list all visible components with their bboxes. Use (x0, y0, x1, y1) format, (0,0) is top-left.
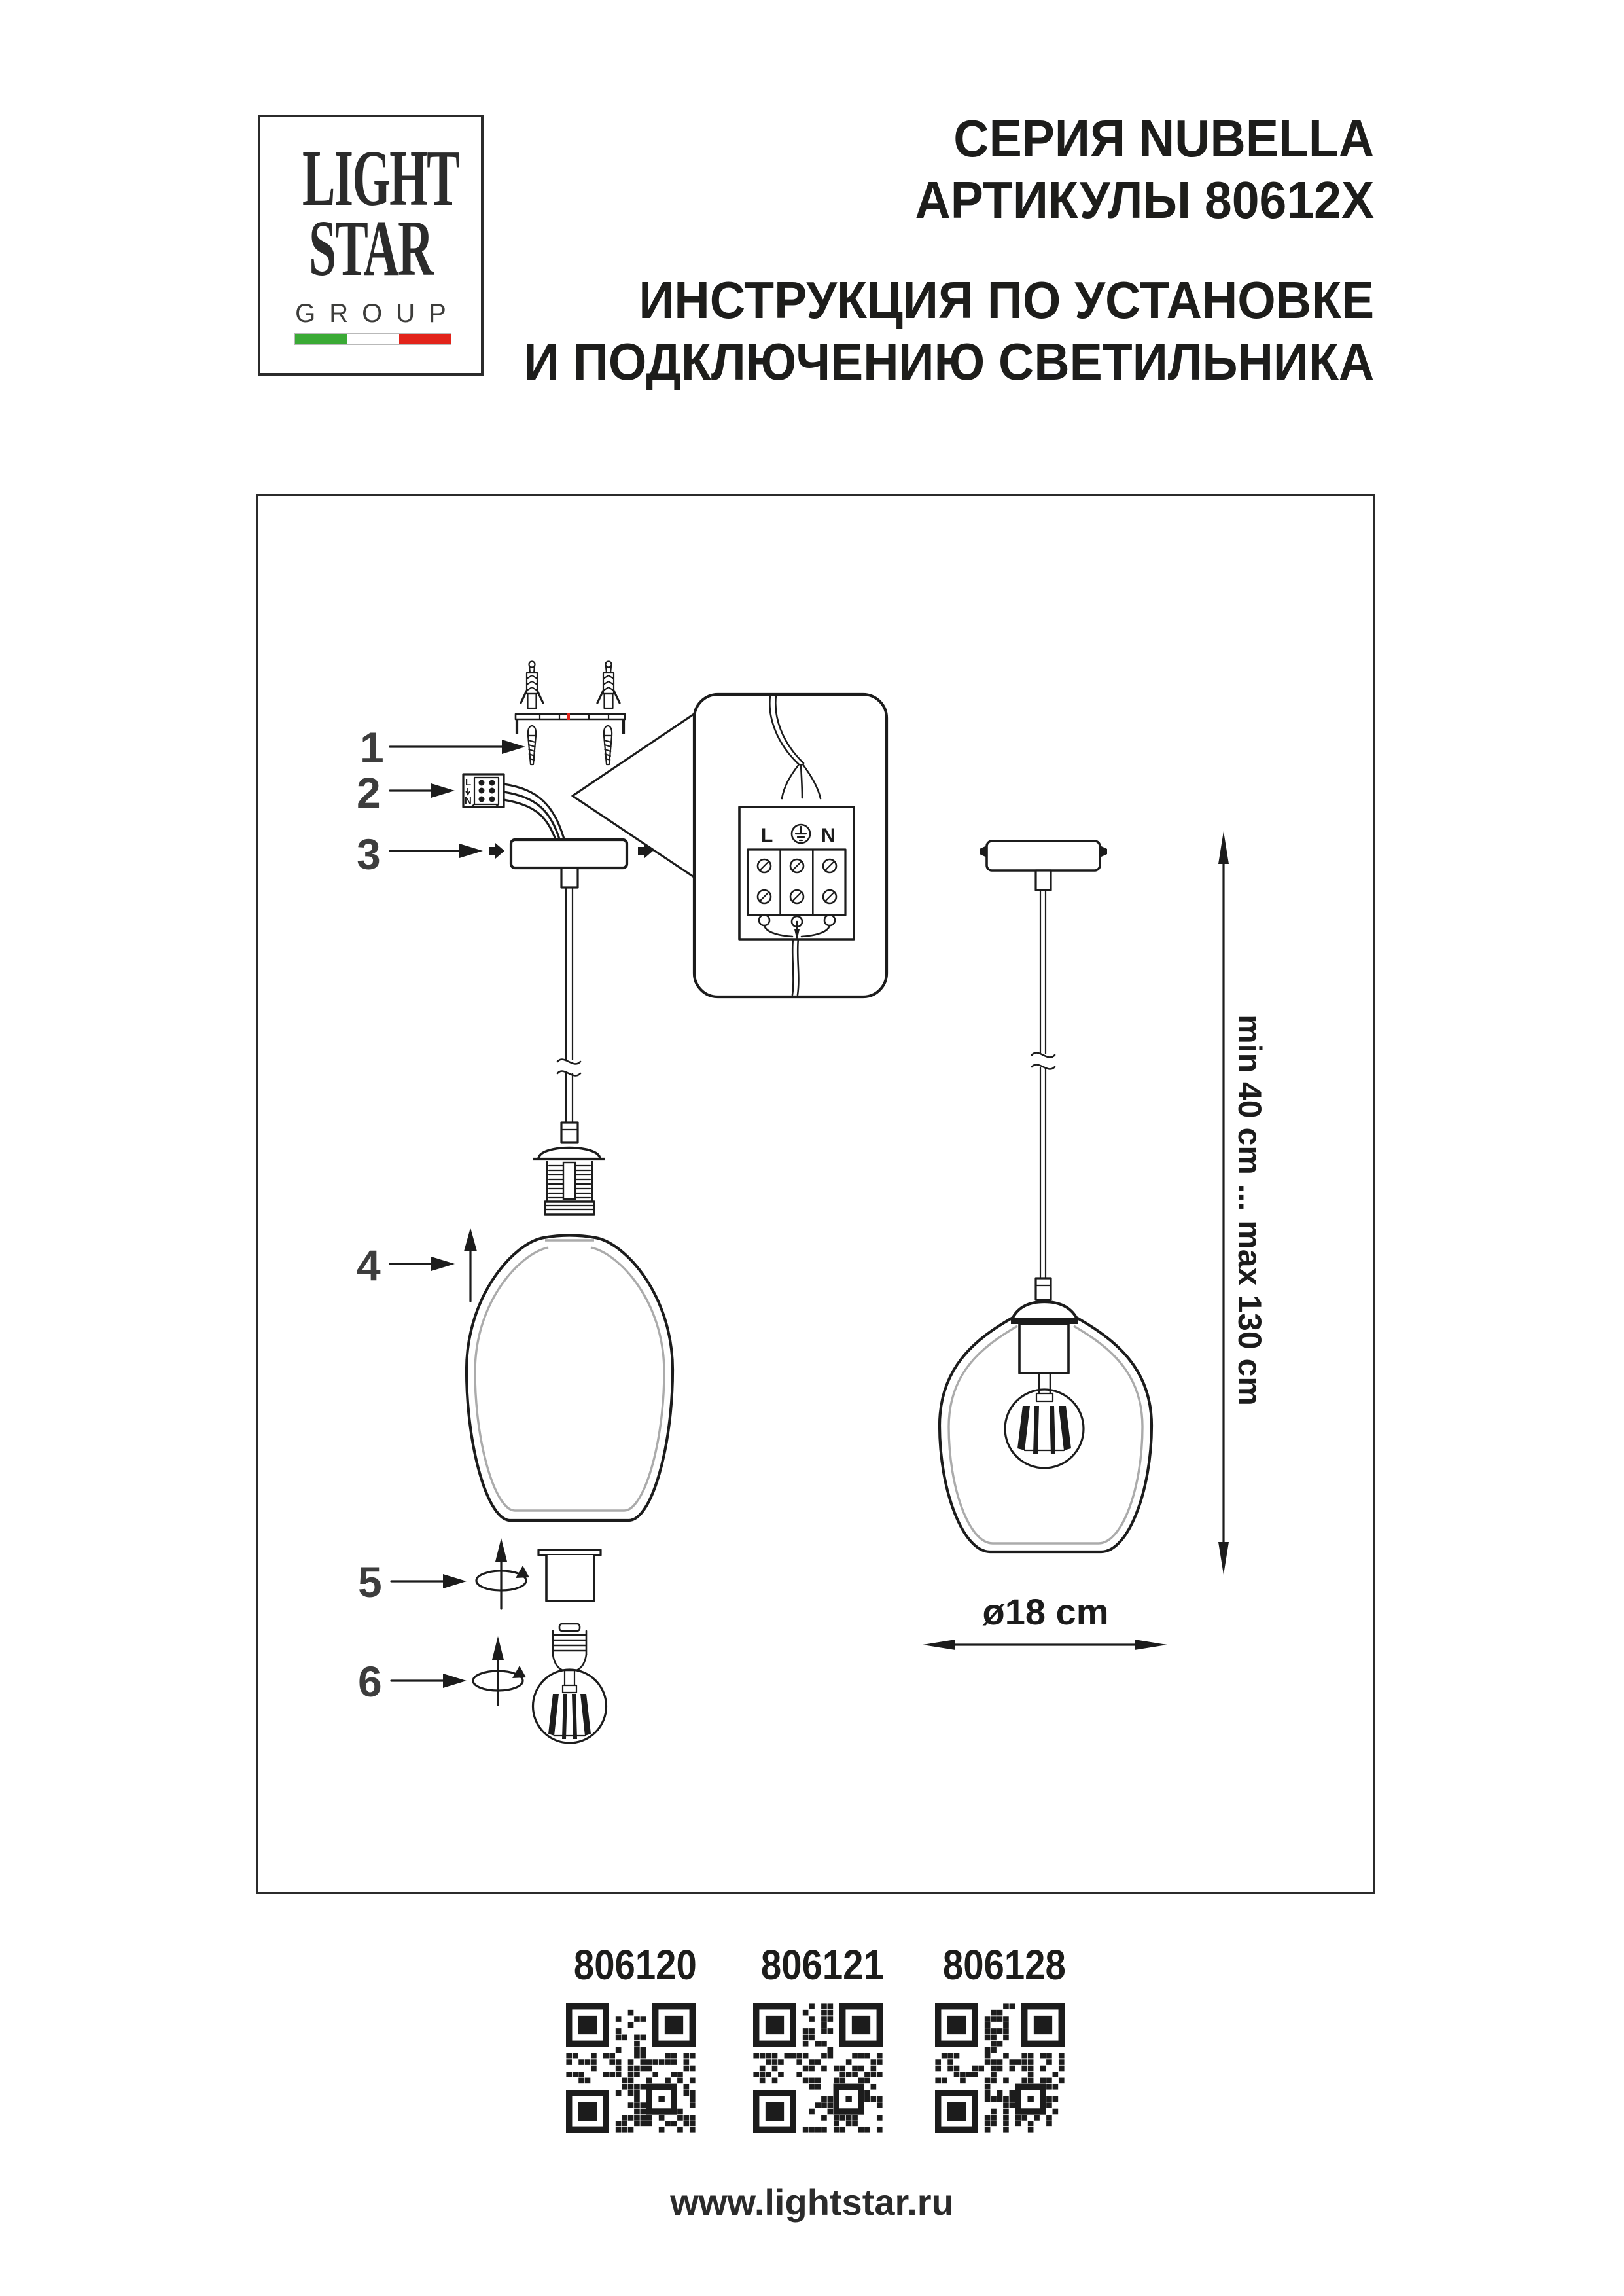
terminal-block (463, 774, 565, 841)
step-1-arrowhead-icon (502, 740, 525, 754)
qr-code-icon (566, 2003, 696, 2133)
canopy-screw-right-icon (1100, 846, 1107, 857)
step-2-arrowhead-icon (431, 783, 455, 798)
flag-white-stripe (347, 334, 398, 344)
step-3-label (357, 830, 483, 878)
assembly-diagram (258, 496, 1373, 1892)
logo-line-group: GROUP (295, 299, 460, 328)
diameter-dimension (923, 1591, 1167, 1650)
step-4-label (357, 1241, 455, 1289)
qr-item-806121 (753, 1941, 883, 2133)
dim-arrow-down-icon (1218, 1542, 1229, 1575)
logo-line-light: LIGHT (302, 134, 459, 223)
title-block (524, 108, 1374, 392)
step-6-arrowhead-icon (443, 1674, 467, 1688)
italian-flag-icon (294, 333, 451, 345)
inset-neutral-label: N (821, 825, 836, 846)
step-6-label (358, 1657, 467, 1706)
svg-text:2: 2 (357, 768, 381, 817)
articles-title: АРТИКУЛЫ 80612X (915, 170, 1374, 229)
step-3-arrowhead-icon (459, 844, 483, 858)
socket-housing (1019, 1324, 1068, 1373)
diameter-dimension-label: ø18 cm (982, 1591, 1109, 1632)
qr-code-icon (935, 2003, 1065, 2133)
retaining-ring (538, 1550, 601, 1601)
suspension-cable-left (557, 888, 580, 1122)
rotate-arrow-5-icon (476, 1538, 529, 1609)
assembled-canopy (980, 841, 1107, 890)
glass-shade-left (467, 1236, 673, 1521)
light-bulb (533, 1624, 607, 1743)
wall-plugs (521, 662, 620, 709)
step-4-arrowhead-icon (431, 1257, 455, 1271)
bracket-center-mark (567, 713, 570, 720)
svg-text:1: 1 (360, 723, 384, 772)
inset-live-label: L (761, 825, 773, 846)
svg-text:4: 4 (357, 1241, 381, 1289)
website-url: www.lightstar.ru (670, 2181, 954, 2223)
mounting-screws (528, 726, 612, 764)
qr-item-806120 (566, 1941, 696, 2133)
series-title: СЕРИЯ NUBELLA (953, 109, 1374, 168)
logo-wordmark (302, 134, 459, 293)
dim-arrow-right-icon (1135, 1640, 1167, 1650)
block-live-label: L (465, 777, 472, 788)
lightstar-logo (258, 115, 484, 376)
article-code: 806128 (942, 1941, 1066, 1988)
lamp-holder (533, 1122, 605, 1215)
instruction-title-line2: И ПОДКЛЮЧЕНИЮ СВЕТИЛЬНИКА (523, 332, 1374, 391)
instruction-title-line1: ИНСТРУКЦИЯ ПО УСТАНОВКЕ (639, 271, 1374, 330)
step-5-label (358, 1558, 467, 1606)
qr-item-806128 (935, 1941, 1065, 2133)
svg-text:6: 6 (358, 1657, 382, 1706)
step-2-label (357, 768, 455, 817)
dim-arrow-up-icon (1218, 831, 1229, 864)
canopy-screw-left-icon (980, 846, 987, 857)
height-dimension-label: min 40 cm ... max 130 cm (1231, 1014, 1268, 1406)
step-5-arrowhead-icon (443, 1574, 467, 1588)
article-code: 806121 (760, 1941, 884, 1988)
dim-arrow-left-icon (923, 1640, 955, 1650)
diagram-frame (256, 494, 1375, 1894)
logo-line-star: STAR (309, 204, 432, 293)
slide-arrow-left-icon (489, 843, 504, 859)
flag-red-stripe (399, 334, 451, 344)
move-up-arrow (464, 1228, 477, 1301)
glass-shade-right (940, 1302, 1152, 1552)
wiring-inset (694, 694, 887, 997)
rotate-arrow-6-icon (473, 1636, 526, 1705)
height-dimension (1218, 831, 1268, 1575)
up-arrowhead-icon (464, 1228, 477, 1251)
svg-text:5: 5 (358, 1558, 382, 1606)
suspension-cable-right (1032, 890, 1055, 1300)
svg-text:3: 3 (357, 830, 381, 878)
step-1-label (360, 723, 525, 772)
ceiling-canopy (489, 840, 653, 888)
bulb-inside (1005, 1373, 1084, 1468)
block-neutral-label: N (465, 795, 472, 806)
qr-code-icon (753, 2003, 883, 2133)
article-code: 806120 (573, 1941, 697, 1988)
flag-green-stripe (295, 334, 347, 344)
